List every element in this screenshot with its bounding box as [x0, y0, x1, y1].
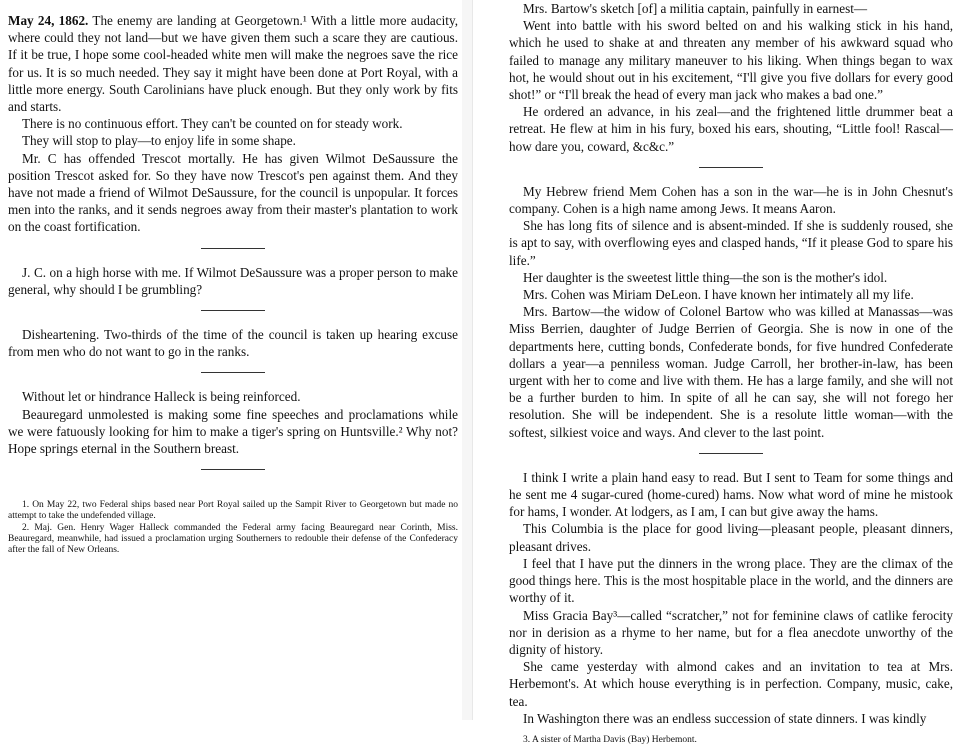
paragraph: She came yesterday with almond cakes and an invitation to tea at Mrs. Herbemont's. At which house everything is in perfection. Company, music, cake, tea. [509, 659, 953, 709]
section-divider [699, 167, 763, 168]
entry-date: May 24, 1862. [8, 13, 89, 28]
entry-may-24 [8, 12, 458, 115]
paragraph: He ordered an advance, in his zeal—and the frightened little drummer beat a retreat. He flew at him in his fury, boxed his ears, shouting, “Little fool! Rascal—how dare you, coward, &c&c.” [509, 104, 953, 154]
paragraph: Mrs. Bartow's sketch [of] a militia captain, painfully in earnest— [523, 1, 868, 16]
paragraph: Went into battle with his sword belted on and his walking stick in his hand, which he used to shake at and threaten any member of his awkward squad who failed to manage any military maneuver to his liking. When things began to wax hot, he would shout out in his excitement, “I'll give you five dollars for every good shot!” or “I'll break the head of every man jack who makes a bad one.” [509, 18, 953, 103]
footnote-3: 3. A sister of Martha Davis (Bay) Herbemont. [523, 734, 697, 745]
page-gutter [462, 0, 472, 720]
paragraph: This Columbia is the place for good living—pleasant people, pleasant dinners, pleasant drives. [509, 521, 953, 554]
paragraph: Without let or hindrance Halleck is being reinforced. [22, 389, 301, 405]
paragraph: I think I write a plain hand easy to read. But I sent to Team for some things and he sent me 4 sugar-cured (home-cured) hams. Now what word of mine he mistook for hams, I wonder. At lodgers, as I am, I can but give away the hams. [509, 469, 953, 520]
right-page [472, 0, 959, 745]
paragraph: She has long fits of silence and is absent-minded. If she is suddenly roused, she is apt to say, with overflowing eyes and clasped hands, “If it please God to spare his life.” [509, 218, 953, 268]
paragraph: The enemy are landing at Georgetown.¹ With a little more audacity, where could they not land—but we have given them such a scare they are cautious. If it be true, I hope some cool-headed white men will make the negroes save the rice for us. It is so much needed. They say it might have been done at Port Royal, with a little more energy. South Carolinians have pluck enough. But they only work by fits and starts. [8, 13, 458, 115]
left-page [0, 0, 462, 720]
section-divider [201, 469, 265, 470]
footnote-2: 2. Maj. Gen. Henry Wager Halleck commanded the Federal army facing Beauregard near Corinth, Miss. Beauregard, meanwhile, had issued a proclamation urging Southerners to redouble their defense of the Confederacy after the fall of New Orleans. [8, 522, 458, 556]
paragraph: Beauregard unmolested is making some fine speeches and proclamations while we were fatuously looking for him to make a tiger's spring on Huntsville.² Why not? Hope springs eternal in the Southern breast. [8, 406, 458, 457]
section-divider [699, 453, 763, 454]
paragraph: Miss Gracia Bay³—called “scratcher,” not for feminine claws of catlike ferocity nor in derision as a rhyme to her name, but for a flea anecdote unworthy of the dignity of history. [509, 607, 953, 657]
paragraph: Mr. C has offended Trescot mortally. He has given Wilmot DeSaussure the position Trescot asked for. So they have now Trescot's pen against them. And they have not made a friend of Wilmot DeSaussure, for the council is unpopular. It forces men into the ranks, and it sends negroes away from their master's plantation to work on the coast fortification. [8, 150, 458, 235]
paragraph: In Washington there was an endless succession of state dinners. I was kindly [523, 710, 927, 726]
paragraph: J. C. on a high horse with me. If Wilmot DeSaussure was a proper person to make general, why should I be grumbling? [8, 264, 458, 297]
paragraph: Her daughter is the sweetest little thing—the son is the mother's idol. [523, 269, 888, 285]
footnote-1: 1. On May 22, two Federal ships based near Port Royal sailed up the Sampit River to Georgetown but made no attempt to take the undefended village. [8, 500, 458, 522]
paragraph: My Hebrew friend Mem Cohen has a son in the war—he is in John Chesnut's company. Cohen is a high name among Jews. It means Aaron. [509, 183, 953, 217]
paragraph: Mrs. Bartow—the widow of Colonel Bartow who was killed at Manassas—was Miss Berrien, daughter of Judge Berrien of Georgia. She is now in one of the departments here, cutting bonds, Confederate bonds, for five hundred Confederate dollars a year—a penniless woman. Judge Carroll, her brother-in-law, has been urgent with her to come and live with them. He has a large family, and she will not be a further burden to him. In spite of all he can say, she will not forego her resolution. She will be independent. She is a resolute little woman—with the softest, silkiest voice and ways. And clever to the last point. [509, 304, 953, 440]
paragraph: Disheartening. Two-thirds of the time of the council is taken up hearing excuse from men who do not want to go in the ranks. [8, 327, 458, 360]
section-divider [201, 248, 265, 249]
paragraph: I feel that I have put the dinners in the wrong place. They are the climax of the good things here. This is the most hospitable place in the world, and the dinners are worthy of it. [509, 555, 953, 606]
paragraph: There is no continuous effort. They can't be counted on for steady work. [22, 116, 403, 132]
section-divider [201, 310, 265, 311]
section-divider [201, 372, 265, 373]
paragraph: They will stop to play—to enjoy life in some shape. [22, 133, 296, 149]
footnotes [8, 500, 458, 556]
paragraph: Mrs. Cohen was Miriam DeLeon. I have known her intimately all my life. [523, 287, 914, 303]
